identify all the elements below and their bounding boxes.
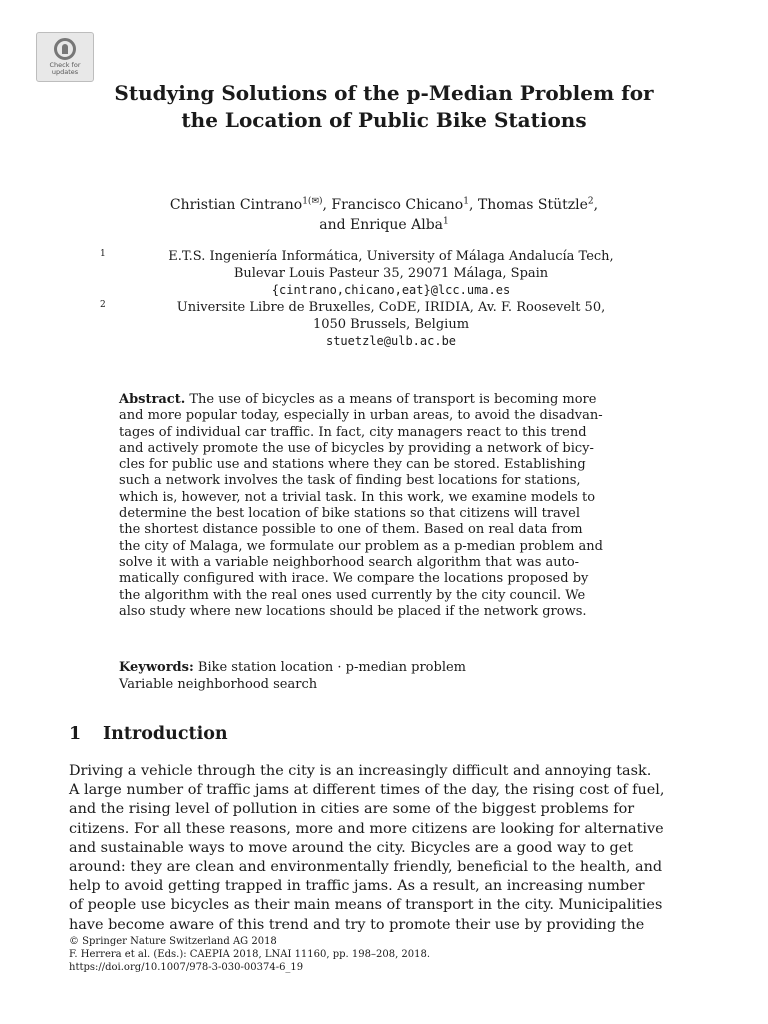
affiliation-email[interactable]: stuetzle@ulb.ac.be bbox=[325, 334, 457, 348]
abstract-label: Abstract. bbox=[119, 392, 186, 407]
author-name: , Thomas Stützle bbox=[468, 197, 588, 213]
copyright-footer bbox=[69, 935, 689, 974]
check-for-updates-badge[interactable] bbox=[36, 32, 94, 82]
affiliation-line: E.T.S. Ingeniería Informática, University of Málaga Andalucía Tech, bbox=[168, 249, 614, 264]
intro-paragraph: Driving a vehicle through the city is an increasingly difficult and annoying task. A large number of traffic jams at different times of the day, the rising cost of fuel, and the rising level of pollution in cities are some of the biggest problems for citizens. For all these reasons, more and more citizens are looking for alternative and sustainable ways to move around the city. Bicycles are a good way to get around: they are clean and environmentally friendly, beneficial to the health, and help to avoid getting trapped in traffic jams. As a result, an increasing number of people use bicycles as their main means of transport in the city. Municipalities have become aware of this trend and try to promote their use by providing the bbox=[69, 763, 665, 933]
affiliation-number: 2 bbox=[100, 300, 106, 310]
keywords-text: Variable neighborhood search bbox=[119, 677, 318, 692]
doi-link[interactable]: https://doi.org/10.1007/978-3-030-00374-6_19 bbox=[69, 962, 304, 973]
author-list bbox=[100, 195, 668, 235]
author-separator: , bbox=[593, 197, 599, 213]
affiliation-email[interactable]: {cintrano,chicano,eat}@lcc.uma.es bbox=[271, 283, 511, 297]
update-check-icon bbox=[54, 38, 76, 60]
keywords bbox=[119, 659, 625, 693]
section-title: Introduction bbox=[103, 724, 228, 744]
author-name: , Francisco Chicano bbox=[322, 197, 464, 213]
section-heading bbox=[69, 722, 689, 746]
affiliation-line: Universite Libre de Bruxelles, CoDE, IRIDIA, Av. F. Roosevelt 50, bbox=[176, 300, 606, 315]
citation-line: F. Herrera et al. (Eds.): CAEPIA 2018, LNAI 11160, pp. 198–208, 2018. bbox=[69, 949, 431, 960]
author-affiliation-mark: 1 bbox=[463, 196, 469, 207]
affiliation-line: 1050 Brussels, Belgium bbox=[312, 317, 470, 332]
affiliation-1 bbox=[100, 248, 668, 299]
author-affiliation-mark: 1 bbox=[443, 216, 449, 227]
keywords-text: Bike station location · p-median problem bbox=[193, 660, 466, 675]
abstract-text: The use of bicycles as a means of transport is becoming more and more popular today, especially in urban areas, to avoid the disadvan- tages of individual car traffic. In fact, city managers react to this trend and actively promote the use of bicycles by providing a network of bicy- cles for public use and stations where they can be stored. Establishing such a network involves the task of finding best locations for stations, which is, however, not a trivial task. In this work, we examine models to determine the best location of bike stations so that citizens will travel the shortest distance possible to one of them. Based on real data from the city of Malaga, we formulate our problem as a p-median problem and solve it with a variable neighborhood search algorithm that was auto- matically configured with irace. We compare the locations proposed by the algorithm with the real ones used currently by the city council. We also study where new locations should be placed if the network grows. bbox=[119, 392, 603, 619]
affiliation-number: 1 bbox=[100, 249, 106, 259]
paper-title: Studying Solutions of the p-Median Problem for the Location of Public Bike Stations bbox=[114, 81, 654, 132]
copyright-line: © Springer Nature Switzerland AG 2018 bbox=[69, 936, 277, 947]
affiliation-2 bbox=[100, 299, 668, 350]
author-affiliation-mark: 2 bbox=[587, 196, 594, 207]
affiliation-line: Bulevar Louis Pasteur 35, 29071 Málaga, Spain bbox=[233, 266, 549, 281]
author-affiliation-mark: 1(✉) bbox=[302, 196, 323, 207]
affiliations bbox=[100, 248, 668, 350]
section-number: 1 bbox=[69, 724, 82, 744]
abstract bbox=[119, 392, 625, 620]
author-name: and Enrique Alba bbox=[319, 217, 444, 233]
keywords-label: Keywords: bbox=[119, 660, 194, 675]
badge-label: Check for updates bbox=[49, 61, 81, 76]
author-name: Christian Cintrano bbox=[169, 197, 303, 213]
